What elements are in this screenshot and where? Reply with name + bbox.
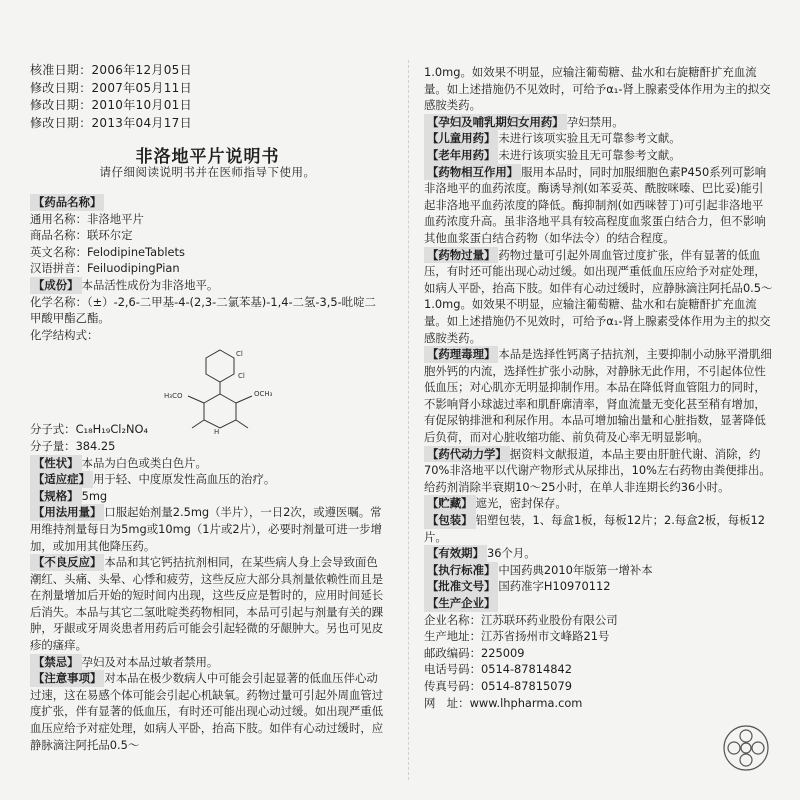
composition-text: 本品活性成份为非洛地平。 [81, 277, 219, 292]
date-line: 核准日期：2006年12月05日 [30, 63, 192, 77]
company-address: 生产地址：江苏省扬州市文峰路21号 [424, 629, 610, 644]
approval-dates [30, 62, 192, 132]
svg-text:Cl: Cl [238, 372, 245, 380]
left-section: 【适应症】 用于轻、中度原发性高血压的治疗。 [30, 471, 385, 488]
svg-text:H₃CO: H₃CO [164, 392, 183, 400]
left-section: 【用法用量】 口服起始剂量2.5mg（半片），一日2次，或遵医嘱。常用维持剂量每日为5mg或10mg（1片或2片），必要时剂量可进一步增加，或加用其他降压药。 [30, 505, 382, 553]
svg-text:H: H [214, 428, 220, 434]
composition-header: 【成份】 [30, 277, 82, 294]
left-section: 【注意事项】 对本品在极少数病人中可能会引起显著的低血压伴心动过速，这在易感个体可能会引起心机缺氧。药物过量可引起外周血管过度扩张，伴有显著的低血压，有时还可能出现心动过缓。如出现严重低血压应给予对症处理，如病人平卧，抬高下肢。如伴有心动过缓时，应静脉滴注阿托品0.5～ [30, 671, 384, 752]
chemical-name: 化学名称：（±）-2,6-二甲基-4-(2,3-二氯苯基)-1,4-二氢-3,5-吡啶二甲酸甲酯乙酯。 [30, 294, 376, 326]
overdose-continued: 1.0mg。如效果不明显，应输注葡萄糖、盐水和右旋糖酐扩充血流量。如上述措施仍不见效时，可给予α₁-肾上腺素受体作用为主的拟交感胺类药。 [424, 65, 771, 113]
right-section: 【生产企业】 [424, 595, 774, 612]
molecular-formula: 分子式：C₁₈H₁₉Cl₂NO₄ [30, 422, 149, 437]
right-column [424, 64, 774, 711]
right-section: 【有效期】 36个月。 [424, 545, 774, 562]
company-web: 网 址：www.lhpharma.com [424, 695, 583, 710]
right-section: 【老年用药】 未进行该项实验且无可靠参考文献。 [424, 147, 774, 164]
right-section: 【药代动力学】 据资料文献报道，本品主要由肝脏代谢、消除，约70%非洛地平以代谢产物形式从尿排出，10%左右药物由粪便排出。给药剂消除半衰期10～25小时，在单人非连期长约36小时。 [424, 446, 771, 494]
right-section: 【执行标准】 中国药典2010年版第一增补本 [424, 562, 774, 579]
company-logo-icon [716, 718, 776, 778]
date-line: 修改日期：2010年10月01日 [30, 98, 192, 112]
english-name: 英文名称：FelodipineTablets [30, 244, 185, 259]
company-name: 企业名称：江苏联环药业股份有限公司 [424, 612, 618, 627]
trade-name: 商品名称：联环尔定 [30, 228, 133, 243]
company-fax: 传真号码：0514-87815079 [424, 678, 573, 693]
molecular-weight: 分子量：384.25 [30, 438, 116, 453]
right-section: 【孕妇及哺乳期妇女用药】 孕妇禁用。 [424, 114, 774, 131]
document-title: 非洛地平片说明书 [135, 147, 280, 167]
right-section: 【批准文号】 国药准字H10970112 [424, 578, 774, 595]
right-section: 【包装】 铝塑包装，1、每盒1板，每板12片；2.每盒2板，每板12片。 [424, 513, 765, 544]
right-section: 【儿童用药】 未进行该项实验且无可靠参考文献。 [424, 130, 774, 147]
right-section: 【贮藏】 遮光，密封保存。 [424, 495, 774, 512]
left-section: 【不良反应】 本品和其它钙拮抗剂相同，在某些病人身上会导致面色潮红、头痛、头晕、心悸和疲劳，这些反应大部分具剂量依赖性而且是在剂量增加后开始的短时间内出现，这些反应是暂时的，应用时间延长后消失。本品与其它二氢吡啶类药物相同，本品可引起与剂量有关的踝肿，牙龈或牙周炎患者用药后可能会引起轻微的牙龈肿大。另也可见皮疹的瘙痒。 [30, 555, 384, 653]
svg-text:OCH₃: OCH₃ [254, 390, 273, 398]
left-column [30, 194, 385, 753]
company-phone: 电话号码：0514-87814842 [424, 662, 573, 677]
structure-label: 化学结构式： [30, 327, 99, 342]
right-section: 【药理毒理】 本品是选择性钙离子拮抗剂，主要抑制小动脉平滑肌细胞外钙的内流，选择性扩张小动脉，对静脉无此作用，不引起体位性低血压；对心肌亦无明显抑制作用。本品在降低肾血管阻力的同时，不影响肾小球滤过率和肌酐廓清率，肾血流量无变化甚至稍有增加，有促尿钠排泄和利尿作用。本品可增加输出量和心脏指数，显著降低后负荷，而对心脏收缩功能、前负荷及心率无明显影响。 [424, 347, 772, 445]
left-section: 【性状】 本品为白色或类白色片。 [30, 455, 385, 472]
generic-name: 通用名称：非洛地平片 [30, 211, 144, 226]
date-line: 修改日期：2007年05月11日 [30, 80, 192, 95]
right-section: 【药物过量】 药物过量可引起外周血管过度扩张，伴有显著的低血压，有时还可能出现心动过缓。如出现严重低血压应给予对症处理，如病人平卧，抬高下肢。如伴有心动过缓时，应静脉滴注阿托品0.5～1.0mg。如效果不明显，应输注葡萄糖、盐水和右旋糖酐扩充血流量。如上述措施仍不见效时，可给予α₁-肾上腺素受体作用为主的拟交感胺类药。 [424, 247, 773, 345]
right-section: 【药物相互作用】 服用本品时，同时加服细胞色素P450系列可影响非洛地平的血药浓度。酶诱导剂(如苯妥英、酰胺咪嗪、巴比妥)能引起非洛地平血药浓度的降低。酶抑制剂(如西咪替丁)可引起非洛地平血药浓度升高。虽非洛地平具有较高程度血浆蛋白结合力，但不影响其他血浆蛋白结合药物（如华法令）的结合程度。 [424, 164, 767, 245]
pinyin-name: 汉语拼音：FeiluodipingPian [30, 261, 180, 276]
column-divider [408, 60, 409, 780]
left-section: 【禁忌】 孕妇及对本品过敏者禁用。 [30, 654, 385, 671]
drug-name-header: 【药品名称】 [30, 194, 104, 211]
document-subtitle: 请仔细阅读说明书并在医师指导下使用。 [99, 165, 316, 179]
svg-text:Cl: Cl [236, 350, 243, 358]
company-postcode: 邮政编码：225009 [424, 645, 525, 660]
chemical-structure-drawing [150, 344, 290, 434]
left-section: 【规格】 5mg [30, 488, 385, 505]
date-line: 修改日期：2013年04月17日 [30, 115, 192, 130]
